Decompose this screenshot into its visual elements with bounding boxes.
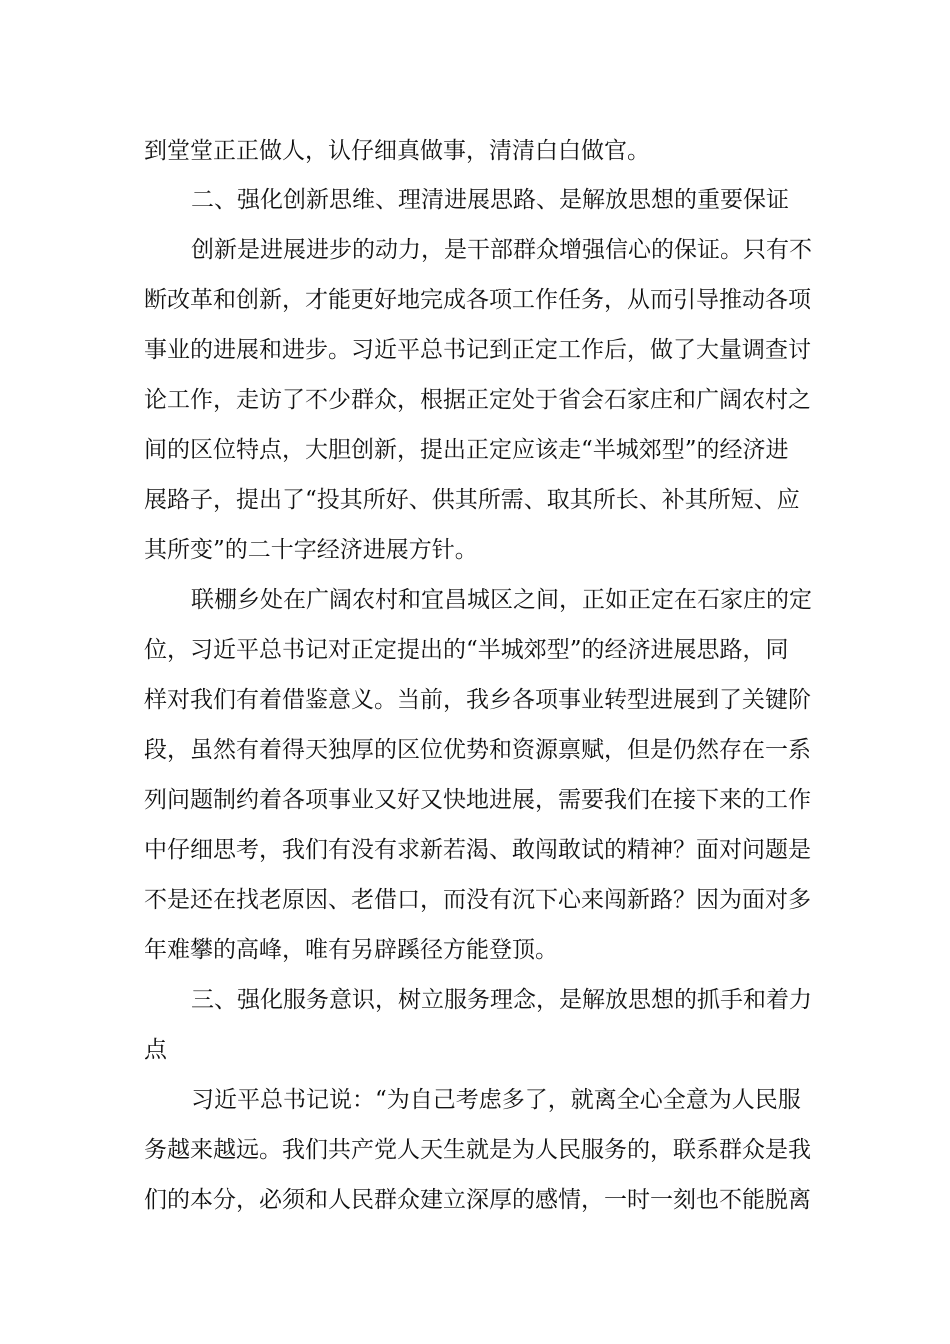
text-line: 不是还在找老原因、老借口，而没有沉下心来闯新路？因为面对多 — [144, 887, 811, 913]
text-line: 年难攀的高峰，唯有另辟蹊径方能登顶。 — [144, 937, 558, 963]
text-line: 中仔细思考，我们有没有求新若渴、敢闯敢试的精神？面对问题是 — [144, 837, 811, 863]
text-line: 创新是进展进步的动力，是干部群众增强信心的保证。只有不 — [191, 237, 812, 263]
text-line: 其所变”的二十字经济进展方针。 — [144, 537, 478, 563]
text-line: 联棚乡处在广阔农村和宜昌城区之间，正如正定在石家庄的定 — [191, 587, 812, 613]
text-line: 断改革和创新，才能更好地完成各项工作任务，从而引导推动各项 — [144, 287, 811, 313]
text-line: 到堂堂正正做人，认仔细真做事，清清白白做官。 — [144, 138, 650, 164]
text-line: 事业的进展和进步。习近平总书记到正定工作后，做了大量调查讨 — [144, 337, 811, 363]
text-line: 们的本分，必须和人民群众建立深厚的感情，一时一刻也不能脱离 — [144, 1187, 811, 1213]
text-line: 论工作，走访了不少群众，根据正定处于省会石家庄和广阔农村之 — [144, 387, 811, 413]
text-line: 间的区位特点，大胆创新，提出正定应该走“半城郊型”的经济进 — [144, 437, 789, 463]
section-heading-3: 三、强化服务意识，树立服务理念，是解放思想的抓手和着力 — [191, 987, 812, 1013]
section-heading-2: 二、强化创新思维、理清进展思路、是解放思想的重要保证 — [191, 187, 789, 213]
section-heading-3-cont: 点 — [144, 1037, 167, 1063]
text-line: 展路子，提出了“投其所好、供其所需、取其所长、补其所短、应 — [144, 487, 800, 513]
text-line: 位，习近平总书记对正定提出的“半城郊型”的经济进展思路，同 — [144, 637, 789, 663]
text-line: 习近平总书记说：“为自己考虑多了，就离全心全意为人民服 — [191, 1087, 801, 1113]
text-line: 务越来越远。我们共产党人天生就是为人民服务的，联系群众是我 — [144, 1137, 811, 1163]
text-line: 段，虽然有着得天独厚的区位优势和资源禀赋，但是仍然存在一系 — [144, 737, 811, 763]
text-line: 样对我们有着借鉴意义。当前，我乡各项事业转型进展到了关键阶 — [144, 687, 811, 713]
text-line: 列问题制约着各项事业又好又快地进展，需要我们在接下来的工作 — [144, 787, 811, 813]
